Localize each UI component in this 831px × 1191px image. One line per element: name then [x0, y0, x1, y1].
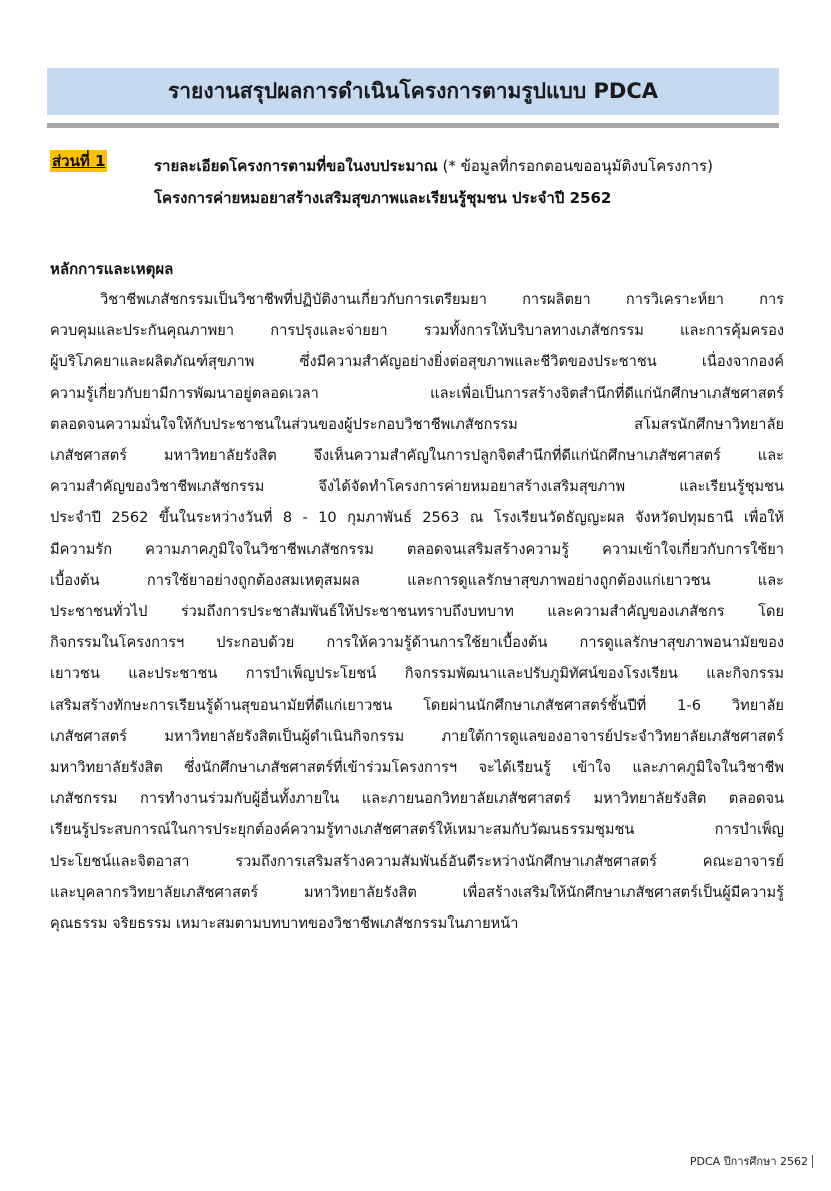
rationale-line: ความสำคัญของวิชาชีพเภสัชกรรม จึงได้จัดทำโครงการค่ายหมอยาสร้างเสริมสุขภาพ และเรียนรู้ชุมชน	[50, 478, 784, 496]
rationale-line: เภสัชกรรม การทำงานร่วมกับผู้อื่นทั้งภายใน และภายนอกวิทยาลัยเภสัชศาสตร์ มหาวิทยาลัยรังสิต ตลอดจน	[50, 790, 784, 808]
section-heading-line	[154, 150, 784, 182]
rationale-line: ความรู้เกี่ยวกับยามีการพัฒนาอยู่ตลอดเวลา และเพื่อเป็นการสร้างจิตสำนึกที่ดีแก่นักศึกษาเภสัชศาสตร์	[50, 384, 784, 402]
rationale-line: คุณธรรม จริยธรรม เหมาะสมตามบทบาทของวิชาชีพเภสัชกรรมในภายหน้า	[50, 915, 519, 933]
rationale-line: เรียนรู้ประสบการณ์ในการประยุกต์องค์ความรู้ทางเภสัชศาสตร์ให้เหมาะสมกับวัฒนธรรมชุมชน การบำเพ็ญ	[50, 821, 784, 839]
title-divider	[47, 123, 779, 128]
rationale-line: เภสัชศาสตร์ มหาวิทยาลัยรังสิต จึงเห็นความสำคัญในการปลูกจิตสำนึกที่ดีแก่นักศึกษาเภสัชศาสตร์ และ	[50, 447, 784, 465]
rationale-body	[50, 284, 784, 939]
section-description	[154, 150, 784, 214]
rationale-line: เบื้องต้น การใช้ยาอย่างถูกต้องสมเหตุสมผล และการดูแลรักษาสุขภาพอย่างถูกต้องแก่เยาวชน และ	[50, 571, 784, 589]
rationale-line: มีความรัก ความภาคภูมิใจในวิชาชีพเภสัชกรรม ตลอดจนเสริมสร้างความรู้ ความเข้าใจเกี่ยวกับการใช้ยา	[50, 540, 784, 558]
rationale-line: มหาวิทยาลัยรังสิต ซึ่งนักศึกษาเภสัชศาสตร์ที่เข้าร่วมโครงการฯ จะได้เรียนรู้ เข้าใจ และภาคภูมิใจในวิชาชีพ	[50, 759, 784, 777]
rationale-line: ประจำปี 2562 ขึ้นในระหว่างวันที่ 8 - 10 กุมภาพันธ์ 2563 ณ โรงเรียนวัดธัญญะผล จังหวัดปทุมธานี เพื่อให้	[50, 509, 784, 527]
rationale-line: ตลอดจนความมั่นใจให้กับประชาชนในส่วนของผู้ประกอบวิชาชีพเภสัชกรรม สโมสรนักศึกษาวิทยาลัย	[50, 415, 784, 433]
project-name: โครงการค่ายหมอยาสร้างเสริมสุขภาพและเรียนรู้ชุมชน ประจำปี 2562	[154, 189, 612, 207]
section-note: (* ข้อมูลที่กรอกตอนขออนุมัติงบโครงการ)	[442, 157, 713, 175]
page-footer	[690, 1152, 813, 1170]
title-banner	[47, 68, 779, 115]
rationale-line: เยาวชน และประชาชน การบำเพ็ญประโยชน์ กิจกรรมพัฒนาและปรับภูมิทัศน์ของโรงเรียน และกิจกรรม	[50, 665, 784, 683]
rationale-line: วิชาชีพเภสัชกรรมเป็นวิชาชีพที่ปฏิบัติงานเกี่ยวกับการเตรียมยา การผลิตยา การวิเคราะห์ยา การ	[100, 291, 784, 308]
section-label: ส่วนที่ 1	[52, 152, 106, 170]
rationale-heading: หลักการและเหตุผล	[50, 260, 174, 278]
rationale-line: และบุคลากรวิทยาลัยเภสัชศาสตร์ มหาวิทยาลัยรังสิต เพื่อสร้างเสริมให้นักศึกษาเภสัชศาสตร์เป็นผู้มีความรู้	[50, 883, 784, 901]
footer-separator	[812, 1155, 813, 1168]
footer-text: PDCA ปีการศึกษา 2562	[689, 1155, 808, 1168]
rationale-line: กิจกรรมในโครงการฯ ประกอบด้วย การให้ความรู้ด้านการใช้ยาเบื้องต้น การดูแลรักษาสุขภาพอนามัยของ	[50, 634, 784, 652]
rationale-line: เสริมสร้างทักษะการเรียนรู้ด้านสุขอนามัยที่ดีแก่เยาวชน โดยผ่านนักศึกษาเภสัชศาสตร์ชั้นปีที่ 1-6 วิทยาลัย	[50, 696, 784, 714]
rationale-line: ประโยชน์และจิตอาสา รวมถึงการเสริมสร้างความสัมพันธ์อันดีระหว่างนักศึกษาเภสัชศาสตร์ คณะอาจารย์	[50, 852, 784, 870]
page-title: รายงานสรุปผลการดำเนินโครงการตามรูปแบบ PDCA	[167, 79, 658, 103]
section-heading: รายละเอียดโครงการตามที่ขอในงบประมาณ	[154, 157, 438, 175]
rationale-line: ควบคุมและประกันคุณภาพยา การปรุงและจ่ายยา รวมทั้งการให้บริบาลทางเภสัชกรรม และการคุ้มครอง	[50, 322, 784, 340]
rationale-line: ผู้บริโภคยาและผลิตภัณฑ์สุขภาพ ซึ่งมีความสำคัญอย่างยิ่งต่อสุขภาพและชีวิตของประชาชน เนื่องจากองค์	[50, 353, 784, 371]
rationale-line: ประชาชนทั่วไป ร่วมถึงการประชาสัมพันธ์ให้ประชาชนทราบถึงบทบาท และความสำคัญของเภสัชกร โดย	[50, 603, 784, 621]
rationale-line: เภสัชศาสตร์ มหาวิทยาลัยรังสิตเป็นผู้ดำเนินกิจกรรม ภายใต้การดูแลของอาจารย์ประจำวิทยาลัยเภสัชศาสตร์	[50, 727, 784, 745]
